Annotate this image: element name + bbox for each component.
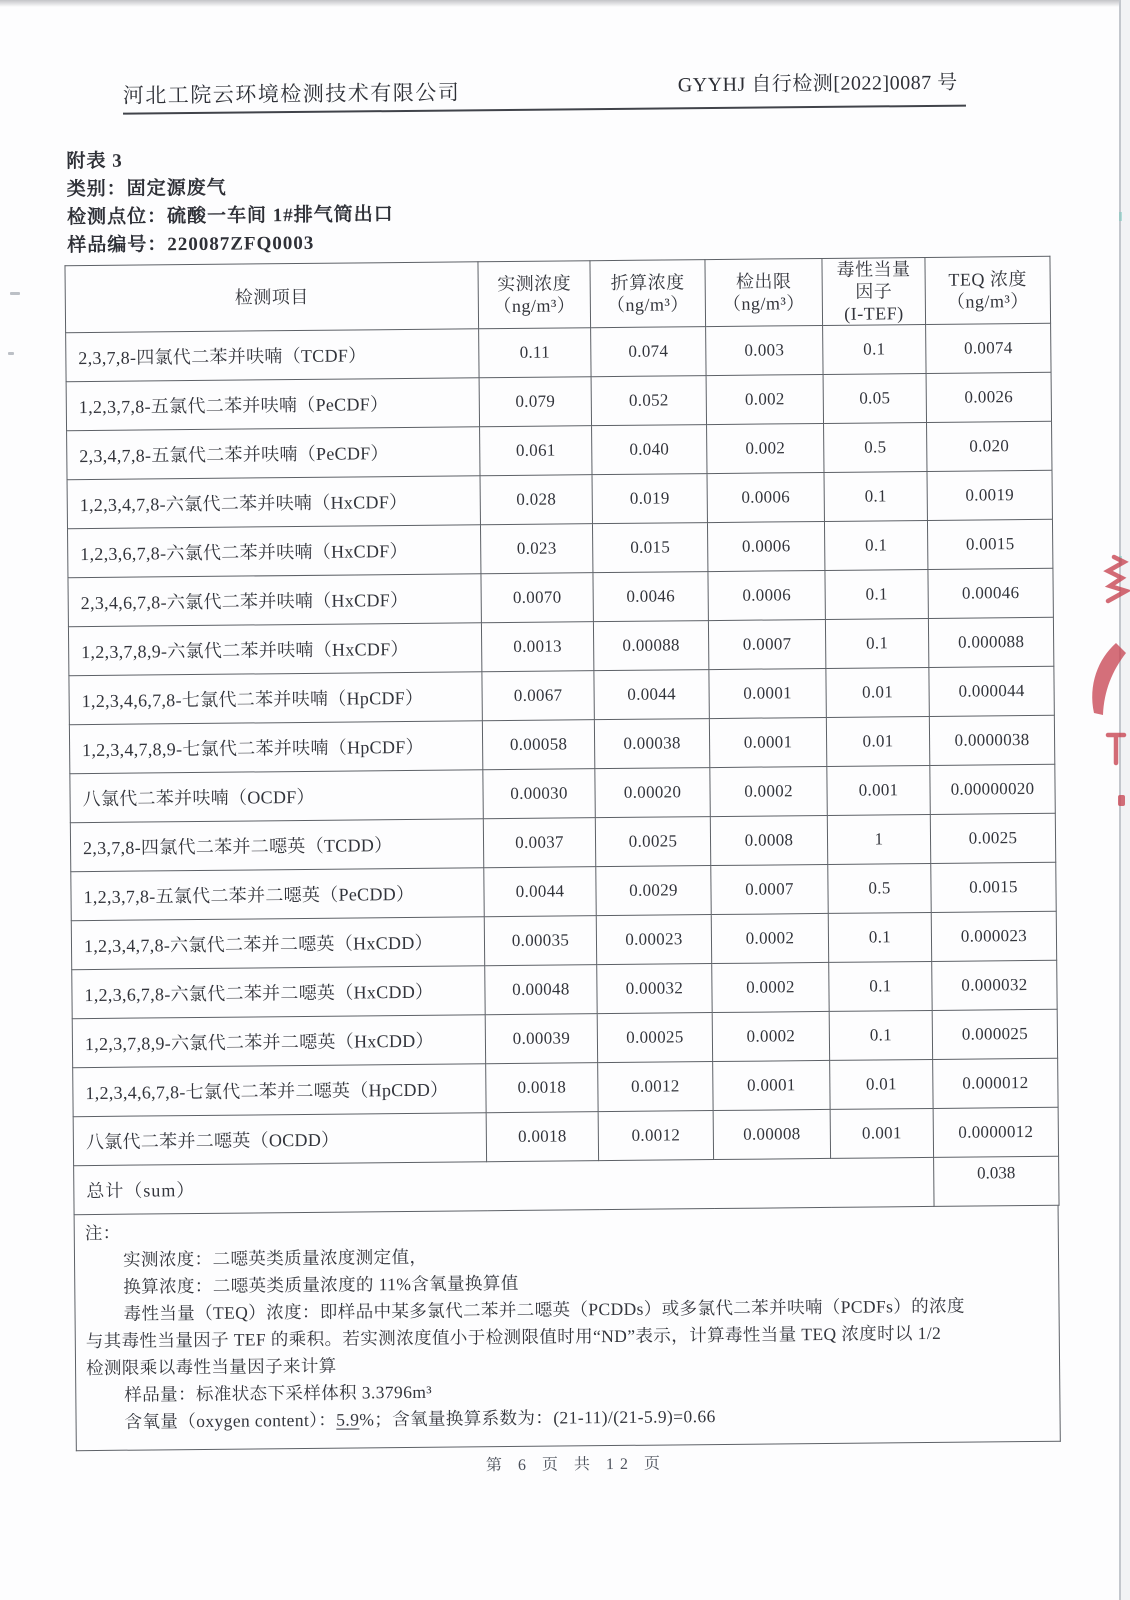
item-cell: 1,2,3,4,6,7,8-七氯代二苯并呋喃（HpCDF）	[69, 672, 482, 725]
item-cell: 1,2,3,6,7,8-六氯代二苯并呋喃（HxCDF）	[68, 525, 481, 578]
report-number: GYYHJ 自行检测[2022]0087 号	[677, 71, 958, 97]
value-cell: 0.00032	[597, 964, 712, 1014]
value-cell: 0.0015	[927, 519, 1052, 569]
value-cell: 0.0006	[707, 521, 824, 571]
value-cell: 0.0046	[593, 572, 708, 622]
value-cell: 0.00038	[594, 719, 709, 769]
notes-section	[74, 1206, 1061, 1451]
value-cell: 0.002	[706, 374, 823, 424]
item-cell: 2,3,7,8-四氯代二苯并二噁英（TCDD）	[70, 819, 483, 872]
header-cell-itef: 毒性当量 因子 (I-TEF)	[822, 257, 926, 325]
value-cell: 0.0002	[710, 766, 827, 816]
value-cell: 0.0001	[709, 668, 826, 718]
item-cell: 1,2,3,4,7,8-六氯代二苯并二噁英（HxCDD）	[71, 917, 484, 970]
value-cell: 0.01	[826, 716, 929, 766]
value-cell: 0.00058	[482, 720, 594, 770]
value-cell: 0.0074	[926, 323, 1051, 373]
value-cell: 0.1	[823, 324, 926, 374]
value-cell: 0.0044	[484, 867, 596, 917]
value-cell: 0.1	[825, 618, 928, 668]
value-cell: 0.000032	[932, 960, 1057, 1010]
header-cell-measured: 实测浓度 （ng/m³）	[478, 261, 591, 329]
note-line: 检测限乘以毒性当量因子来计算	[85, 1355, 337, 1379]
value-cell: 0.00020	[595, 768, 710, 818]
page-number: 第 6 页 共 12 页	[485, 1455, 667, 1475]
header-cell-detection-limit: 检出限 （ng/m³）	[705, 258, 823, 326]
value-cell: 0.0002	[712, 1011, 829, 1061]
value-cell: 0.1	[828, 912, 931, 962]
table-title: 附表 3	[66, 150, 123, 173]
value-cell: 0.0070	[481, 573, 593, 623]
value-cell: 0.000025	[932, 1009, 1057, 1059]
value-cell: 0.023	[480, 524, 592, 574]
value-cell: 0.0015	[931, 862, 1056, 912]
value-cell: 0.061	[480, 426, 592, 476]
table-header-row	[65, 256, 1051, 332]
value-cell: 0.0007	[708, 619, 825, 669]
value-cell: 0.00000020	[930, 764, 1055, 814]
value-cell: 0.0000038	[929, 715, 1054, 765]
value-cell: 0.0000012	[933, 1107, 1058, 1157]
sample-meta	[66, 145, 394, 260]
item-cell: 2,3,4,6,7,8-六氯代二苯并呋喃（HxCDF）	[68, 574, 481, 627]
value-cell: 0.0019	[927, 470, 1052, 520]
value-cell: 0.052	[591, 376, 706, 426]
value-cell: 0.000088	[928, 617, 1053, 667]
value-cell: 0.020	[927, 421, 1052, 471]
value-cell: 0.003	[706, 325, 823, 375]
value-cell: 0.0008	[710, 815, 827, 865]
category-line: 类别：固定源废气	[66, 177, 227, 201]
item-cell: 1,2,3,4,7,8-六氯代二苯并呋喃（HxCDF）	[67, 476, 480, 529]
value-cell: 0.000044	[929, 666, 1054, 716]
value-cell: 0.00088	[593, 621, 708, 671]
value-cell: 0.0026	[926, 372, 1051, 422]
value-cell: 0.1	[829, 1010, 932, 1060]
value-cell: 0.079	[479, 377, 591, 427]
item-cell: 2,3,4,7,8-五氯代二苯并呋喃（PeCDF）	[67, 427, 480, 480]
note-line: 毒性当量（TEQ）浓度：即样品中某多氯代二苯并二噁英（PCDDs）或多氯代二苯并呋喃（PCDFs）的浓度	[123, 1295, 966, 1324]
value-cell: 0.0029	[596, 866, 711, 916]
item-cell: 八氯代二苯并呋喃（OCDF）	[70, 770, 483, 823]
oxygen-value: 5.9	[336, 1409, 360, 1430]
item-cell: 1,2,3,7,8,9-六氯代二苯并二噁英（HxCDD）	[72, 1015, 485, 1068]
value-cell: 0.0067	[482, 671, 594, 721]
company-name: 河北工院云环境检测技术有限公司	[122, 80, 461, 108]
header-cell-item: 检测项目	[65, 262, 479, 333]
value-cell: 0.0006	[708, 570, 825, 620]
value-cell: 0.000012	[933, 1058, 1058, 1108]
sum-teq-value: 0.038	[934, 1156, 1059, 1206]
sample-id-line: 样品编号：220087ZFQ0003	[67, 232, 315, 257]
sampling-point-line: 检测点位：硫酸一车间 1#排气筒出口	[66, 204, 394, 229]
value-cell: 0.00046	[928, 568, 1053, 618]
oxygen-prefix: 含氧量（oxygen content）：	[124, 1409, 337, 1432]
value-cell: 0.040	[592, 425, 707, 475]
value-cell: 0.5	[824, 422, 927, 472]
value-cell: 0.0025	[930, 813, 1055, 863]
value-cell: 0.0025	[595, 817, 710, 867]
item-cell: 1,2,3,6,7,8-六氯代二苯并二噁英（HxCDD）	[72, 966, 485, 1019]
value-cell: 0.0006	[707, 472, 824, 522]
item-cell: 1,2,3,7,8-五氯代二苯并呋喃（PeCDF）	[66, 378, 479, 431]
value-cell: 0.0044	[594, 670, 709, 720]
note-line: 换算浓度：二噁英类质量浓度的 11%含氧量换算值	[123, 1272, 519, 1297]
note-line: 与其毒性当量因子 TEF 的乘积。若实测浓度值小于检测限值时用“ND”表示，计算毒性当量 TEQ 浓度时以 1/2	[85, 1322, 942, 1352]
value-cell: 0.11	[479, 328, 591, 378]
value-cell: 0.1	[824, 520, 927, 570]
value-cell: 0.028	[480, 475, 592, 525]
value-cell: 0.01	[826, 667, 929, 717]
value-cell: 0.00048	[485, 965, 597, 1015]
value-cell: 0.0013	[481, 622, 593, 672]
sum-label: 总计（sum）	[74, 1157, 934, 1214]
value-cell: 0.0018	[486, 1112, 598, 1162]
item-cell: 八氯代二苯并二噁英（OCDD）	[73, 1113, 486, 1166]
value-cell: 0.0001	[709, 717, 826, 767]
value-cell: 0.0018	[486, 1063, 598, 1113]
value-cell: 0.5	[828, 863, 931, 913]
item-cell: 1,2,3,7,8-五氯代二苯并二噁英（PeCDD）	[71, 868, 484, 921]
table-body	[66, 323, 1059, 1165]
value-cell: 0.0012	[598, 1062, 713, 1112]
header-cell-converted: 折算浓度 （ng/m³）	[590, 260, 706, 328]
value-cell: 0.074	[591, 327, 706, 377]
value-cell: 0.019	[592, 474, 707, 524]
page-footer	[11, 1446, 1130, 1480]
item-cell: 1,2,3,4,6,7,8-七氯代二苯并二噁英（HpCDD）	[73, 1064, 486, 1117]
value-cell: 0.0012	[598, 1111, 713, 1161]
value-cell: 0.00030	[483, 769, 595, 819]
page-header	[0, 0, 1127, 108]
value-cell: 0.002	[707, 423, 824, 473]
value-cell: 0.000023	[931, 911, 1056, 961]
value-cell: 0.00035	[484, 916, 596, 966]
value-cell: 0.05	[823, 373, 926, 423]
notes-label: 注：	[84, 1222, 121, 1244]
value-cell: 0.001	[830, 1108, 933, 1158]
value-cell: 0.01	[830, 1059, 933, 1109]
results-table-wrap	[64, 256, 1060, 1451]
value-cell: 0.0001	[713, 1060, 830, 1110]
value-cell: 0.00025	[597, 1013, 712, 1063]
header-cell-teq: TEQ 浓度 （ng/m³）	[925, 256, 1051, 324]
value-cell: 1	[827, 814, 930, 864]
value-cell: 0.00023	[596, 915, 711, 965]
value-cell: 0.1	[829, 961, 932, 1011]
note-line: 样品量：标准状态下采样体积 3.3796m³	[124, 1381, 433, 1405]
sum-row	[74, 1156, 1059, 1214]
value-cell: 0.00039	[485, 1014, 597, 1064]
value-cell: 0.0002	[711, 913, 828, 963]
oxygen-suffix: %；含氧量换算系数为：(21-11)/(21-5.9)=0.66	[359, 1406, 716, 1430]
value-cell: 0.0007	[711, 864, 828, 914]
item-cell: 1,2,3,7,8,9-六氯代二苯并呋喃（HxCDF）	[68, 623, 481, 676]
value-cell: 0.0037	[483, 818, 595, 868]
item-cell: 2,3,7,8-四氯代二苯并呋喃（TCDF）	[66, 329, 479, 382]
value-cell: 0.0002	[712, 962, 829, 1012]
value-cell: 0.001	[827, 765, 930, 815]
item-cell: 1,2,3,4,7,8,9-七氯代二苯并呋喃（HpCDF）	[69, 721, 482, 774]
note-line: 实测浓度：二噁英类质量浓度测定值，	[122, 1246, 428, 1270]
value-cell: 0.015	[592, 523, 707, 573]
value-cell: 0.1	[824, 471, 927, 521]
value-cell: 0.00008	[713, 1109, 830, 1159]
value-cell: 0.1	[825, 569, 928, 619]
dioxin-results-table	[64, 256, 1059, 1215]
